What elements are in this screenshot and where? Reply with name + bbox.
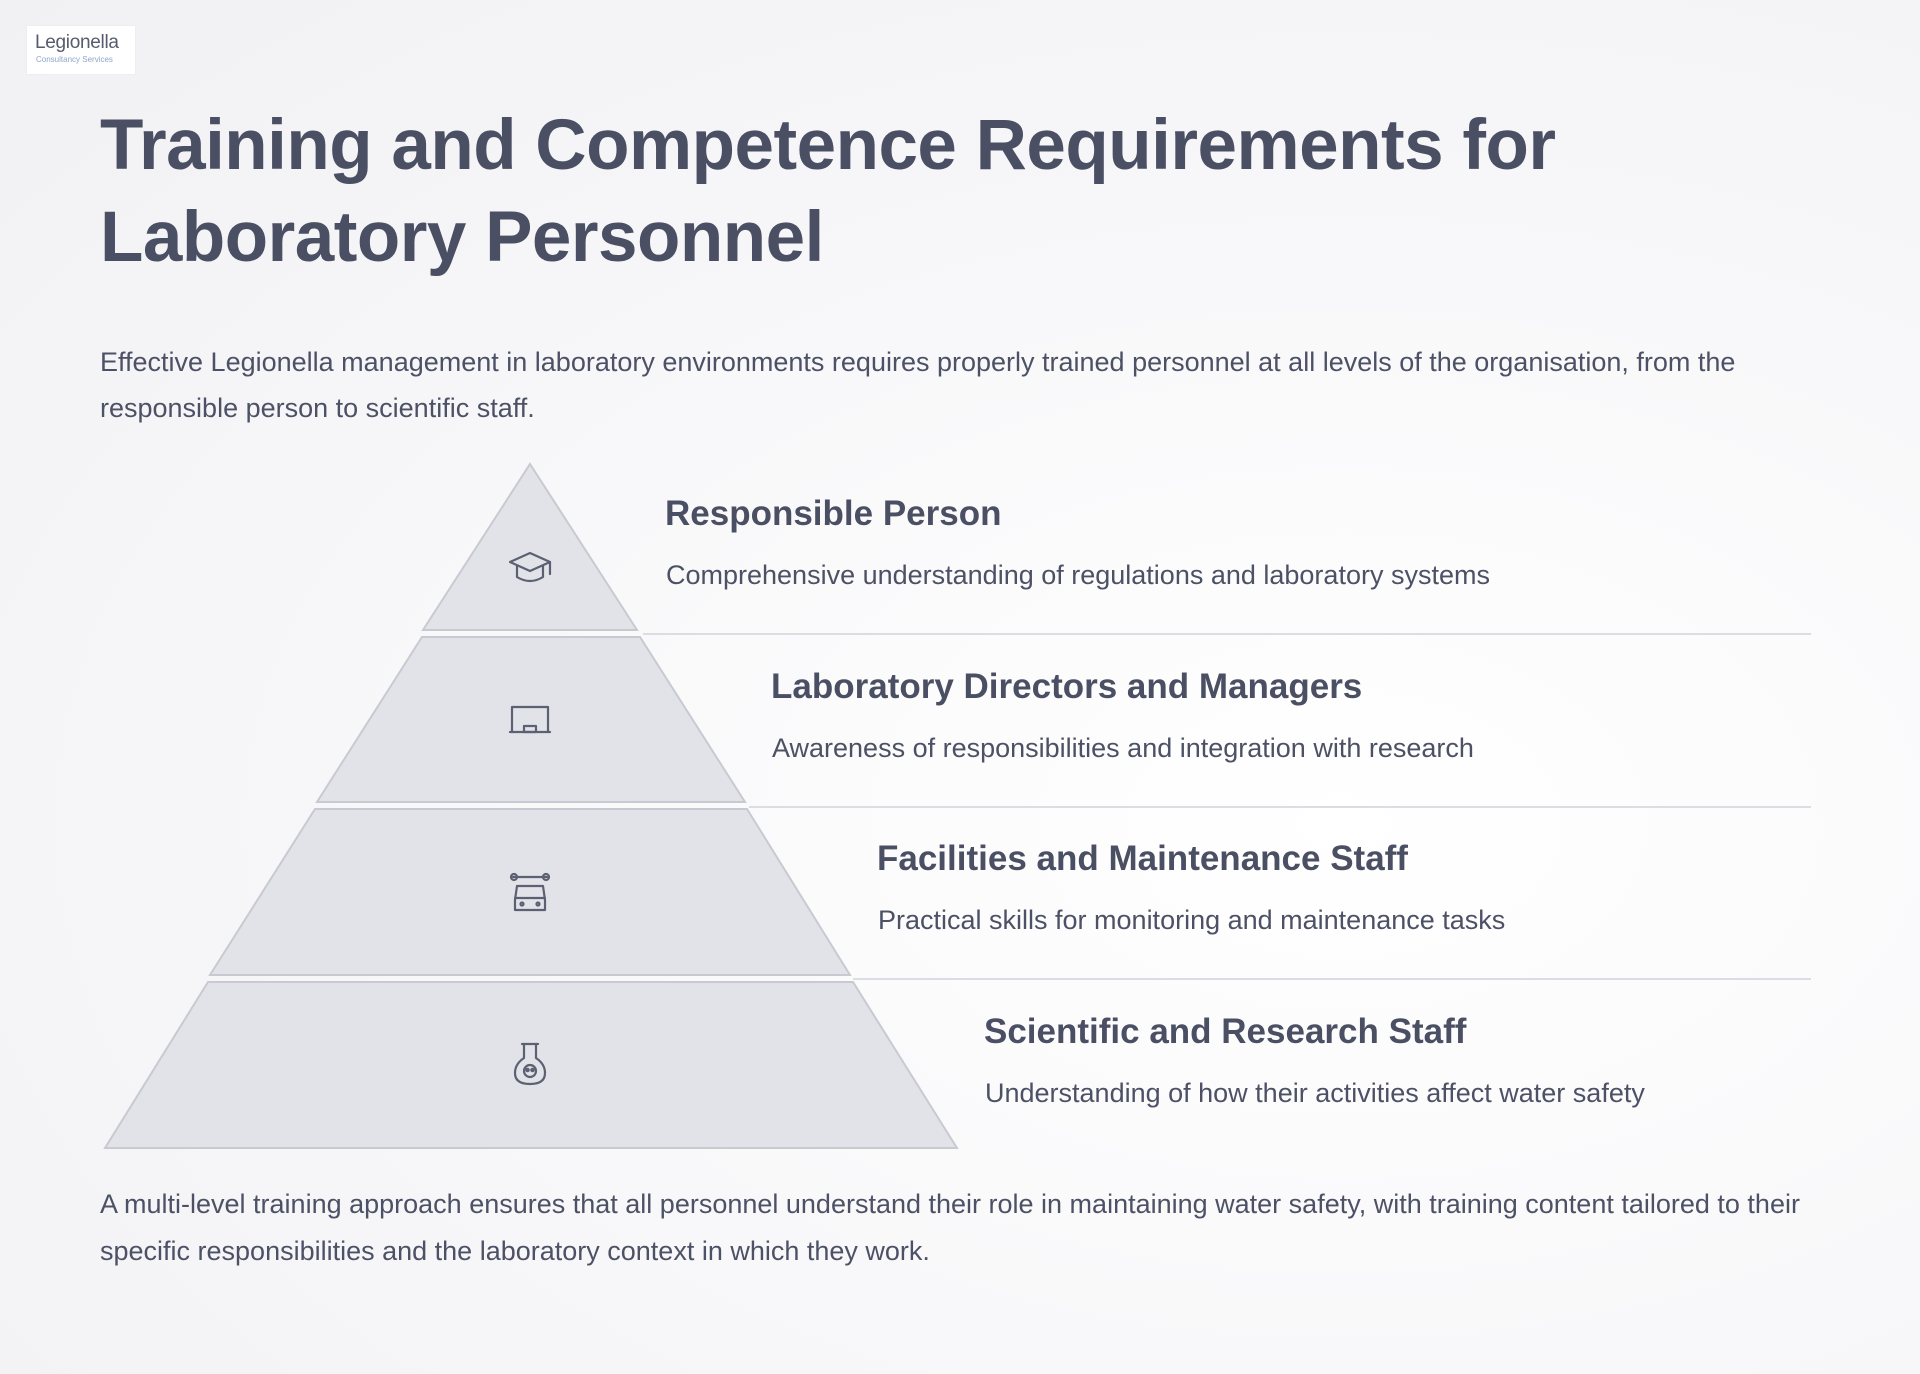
intro-paragraph: Effective Legionella management in laboratory environments requires properly trained personnel at all levels of the organisation, from the responsible person to scientific staff. [100,347,1736,423]
logo-subtitle: Consultancy Services [36,55,113,64]
logo-name: Legionella [35,32,119,53]
page-title: Training and Competence Requirements for Laboratory Personnel [100,106,1556,277]
footer-paragraph: A multi-level training approach ensures that all personnel understand their role in maintaining water safety, with training content tailored to their specific responsibilities and the laboratory context in which they work. [100,1189,1800,1266]
level-desc-scientific-staff: Understanding of how their activities affect water safety [985,1078,1645,1108]
level-desc-lab-directors: Awareness of responsibilities and integration with research [772,733,1474,763]
level-divider [643,633,1811,635]
pyramid-tier-2 [317,637,745,802]
level-title-scientific-staff: Scientific and Research Staff [984,1012,1467,1051]
level-desc-facilities-staff: Practical skills for monitoring and maintenance tasks [878,905,1506,935]
level-title-lab-directors: Laboratory Directors and Managers [771,667,1363,706]
pyramid-tier-3 [210,809,850,975]
level-divider [749,806,1811,808]
level-desc-responsible-person: Comprehensive understanding of regulations and laboratory systems [666,560,1490,590]
level-title-facilities-staff: Facilities and Maintenance Staff [877,839,1408,878]
pyramid-tier-1 [423,464,637,630]
level-divider [853,978,1811,980]
level-title-responsible-person: Responsible Person [665,494,1002,533]
